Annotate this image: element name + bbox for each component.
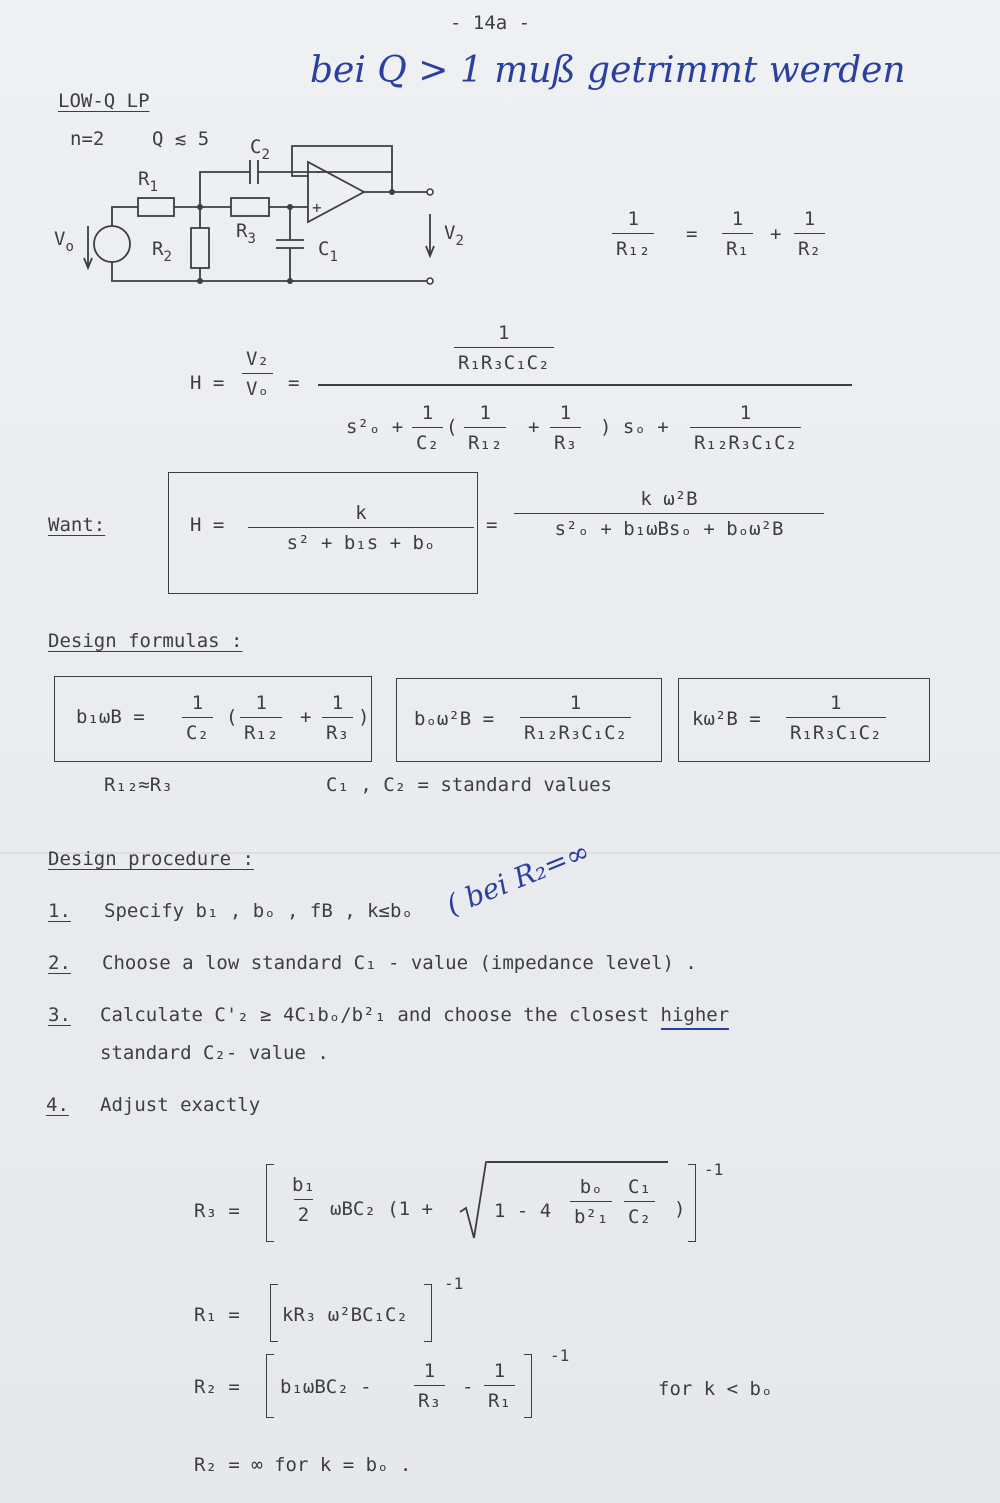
transfer-den-r3: $\frac{1}{\text{R₃}}$ bbox=[550, 402, 581, 454]
resistor-r1-symbol bbox=[138, 198, 174, 216]
formula2-fraction: $\frac{1}{\text{R₁₂R₃C₁C₂}}$ bbox=[520, 692, 631, 744]
want-lhs: H = bbox=[190, 514, 225, 536]
label-c1: $C_1$ bbox=[318, 238, 338, 265]
resistor-r2-symbol bbox=[191, 228, 209, 268]
r2-r3-fraction: $\frac{1}{\text{R₃}}$ bbox=[414, 1360, 445, 1412]
r3-exponent: -1 bbox=[704, 1160, 724, 1179]
r2-condition: for k < bₒ bbox=[658, 1378, 773, 1400]
sqrt-overline bbox=[488, 1161, 668, 1163]
step4-number: 4. bbox=[46, 1094, 69, 1116]
r3-right-bracket bbox=[688, 1164, 696, 1242]
transfer-den-r12: $\frac{1}{\text{R₁₂}}$ bbox=[464, 402, 506, 454]
want-rhs-fraction: k ω²B s²ₒ + b₁ωBsₒ + bₒω²B bbox=[514, 488, 824, 540]
transfer-den-close: ) sₒ + bbox=[600, 416, 669, 438]
transfer-den-open: ( bbox=[446, 416, 458, 438]
r3-c-fraction: $\frac{\text{C₁}}{\text{C₂}}$ bbox=[624, 1176, 655, 1228]
formula3-lhs: kω²B = bbox=[692, 708, 761, 730]
r3-close-paren: ) bbox=[674, 1198, 686, 1220]
formula1-plus: + bbox=[300, 706, 312, 728]
sqrt-symbol bbox=[458, 1160, 488, 1242]
formula3-fraction: $\frac{1}{\text{R₁R₃C₁C₂}}$ bbox=[786, 692, 886, 744]
design-procedure-title: Design procedure : bbox=[48, 848, 254, 870]
step1-text: Specify b₁ , bₒ , fB , k≤bₒ bbox=[104, 900, 413, 922]
r3-b0-fraction: $\frac{\text{bₒ}}{\text{b²₁}}$ bbox=[570, 1176, 612, 1228]
r3-left-bracket bbox=[266, 1164, 274, 1242]
r2-r1-fraction: $\frac{1}{\text{R₁}}$ bbox=[484, 1360, 515, 1412]
opamp-minus-label: - bbox=[314, 162, 324, 181]
r1-exponent: -1 bbox=[444, 1274, 464, 1293]
label-vout: $V_2$ bbox=[444, 222, 464, 249]
note-standard-values: C₁ , C₂ = standard values bbox=[326, 774, 612, 796]
step3-number: 3. bbox=[48, 1004, 71, 1026]
formula1-close: ) bbox=[358, 706, 370, 728]
r1-left-bracket bbox=[270, 1284, 278, 1342]
r3-b1-fraction: $\frac{\text{b₁}}{2}$ bbox=[292, 1174, 315, 1226]
parallel-plus: + bbox=[770, 223, 782, 245]
resistor-r3-symbol bbox=[231, 198, 269, 216]
formula2-lhs: bₒω²B = bbox=[414, 708, 495, 730]
want-fraction: $\frac{k}{\text{s² + b₁s + bₒ}}$ bbox=[248, 502, 474, 554]
r3-lhs: R₃ = bbox=[194, 1200, 240, 1222]
r2-infinity-line: R₂ = ∞ for k = bₒ . bbox=[194, 1454, 412, 1476]
formula1-c2-fraction: $\frac{1}{\text{C₂}}$ bbox=[182, 692, 213, 744]
formula1-open: ( bbox=[226, 706, 238, 728]
note-r12-approx-r3: R₁₂≈R₃ bbox=[104, 774, 173, 796]
label-vin: $V_o$ bbox=[54, 228, 74, 255]
parallel-term1-fraction: $\frac{1}{\text{R₁}}$ bbox=[722, 208, 753, 260]
handwritten-note: bei Q > 1 muß getrimmt werden bbox=[310, 50, 906, 91]
r1-body: kR₃ ω²BC₁C₂ bbox=[282, 1304, 408, 1326]
step3-text: Calculate C'₂ ≥ 4C₁bₒ/b²₁ and choose the closest higher bbox=[100, 1006, 729, 1025]
design-formulas-title: Design formulas : bbox=[48, 630, 243, 652]
r3-root-text: 1 - 4 bbox=[494, 1200, 552, 1222]
opamp-plus-label: + bbox=[312, 198, 322, 217]
capacitor-c2-symbol bbox=[250, 160, 258, 184]
formula1-r12-fraction: $\frac{1}{\text{R₁₂}}$ bbox=[240, 692, 282, 744]
r2-minus: - bbox=[462, 1376, 474, 1398]
step4-text: Adjust exactly bbox=[100, 1094, 261, 1116]
r2-left-bracket bbox=[266, 1354, 274, 1418]
transfer-numerator: $\frac{1}{\text{R₁R₃C₁C₂}}$ bbox=[454, 322, 554, 374]
step2-text: Choose a low standard C₁ - value (impedance level) . bbox=[102, 952, 697, 974]
transfer-den-plus: + bbox=[528, 416, 540, 438]
transfer-v-ratio: $\frac{\text{V₂}}{\text{Vₒ}}$ bbox=[242, 348, 273, 400]
transfer-den-last: $\frac{1}{\text{R₁₂R₃C₁C₂}}$ bbox=[690, 402, 801, 454]
r2-body: b₁ωBC₂ - bbox=[280, 1376, 372, 1398]
handwritten-r2-note: ( bei R₂=∞ bbox=[441, 834, 595, 922]
transfer-fraction-bar bbox=[318, 384, 852, 386]
r1-right-bracket bbox=[424, 1284, 432, 1342]
parallel-term2-fraction: $\frac{1}{\text{R₂}}$ bbox=[794, 208, 825, 260]
r3-middle: ωBC₂ (1 + bbox=[330, 1198, 433, 1220]
transfer-den-c2: $\frac{1}{\text{C₂}}$ bbox=[412, 402, 443, 454]
step2-number: 2. bbox=[48, 952, 71, 974]
formula1-r3-fraction: $\frac{1}{\text{R₃}}$ bbox=[322, 692, 353, 744]
step3-highlight: higher bbox=[661, 1004, 730, 1030]
voltage-source-symbol bbox=[94, 226, 130, 262]
want-equals: = bbox=[486, 514, 498, 536]
parallel-equals: = bbox=[686, 223, 698, 245]
want-label: Want: bbox=[48, 514, 106, 536]
order-spec: n=2 bbox=[70, 128, 105, 150]
r2-lhs: R₂ = bbox=[194, 1376, 240, 1398]
transfer-equals: = bbox=[288, 372, 300, 394]
label-r3: $R_3$ bbox=[236, 220, 256, 247]
section-title: LOW-Q LP bbox=[58, 90, 150, 112]
r2-exponent: -1 bbox=[550, 1346, 570, 1365]
label-r2: $R_2$ bbox=[152, 238, 172, 265]
q-spec: Q ≲ 5 bbox=[152, 128, 210, 150]
parallel-lhs-fraction: $\frac{1}{\text{R₁₂}}$ bbox=[612, 208, 654, 260]
r2-right-bracket bbox=[524, 1354, 532, 1418]
page-number: - 14a - bbox=[450, 12, 531, 34]
transfer-den-s2: s²ₒ + bbox=[346, 416, 404, 438]
label-r1: $R_1$ bbox=[138, 168, 158, 195]
label-c2: $C_2$ bbox=[250, 136, 270, 163]
transfer-lhs: H = bbox=[190, 372, 225, 394]
r1-lhs: R₁ = bbox=[194, 1304, 240, 1326]
formula1-lhs: b₁ωB = bbox=[76, 706, 145, 728]
step1-number: 1. bbox=[48, 900, 71, 922]
step3-text-cont: standard C₂- value . bbox=[100, 1042, 329, 1064]
circuit-schematic bbox=[0, 0, 480, 300]
capacitor-c1-symbol bbox=[276, 240, 304, 248]
